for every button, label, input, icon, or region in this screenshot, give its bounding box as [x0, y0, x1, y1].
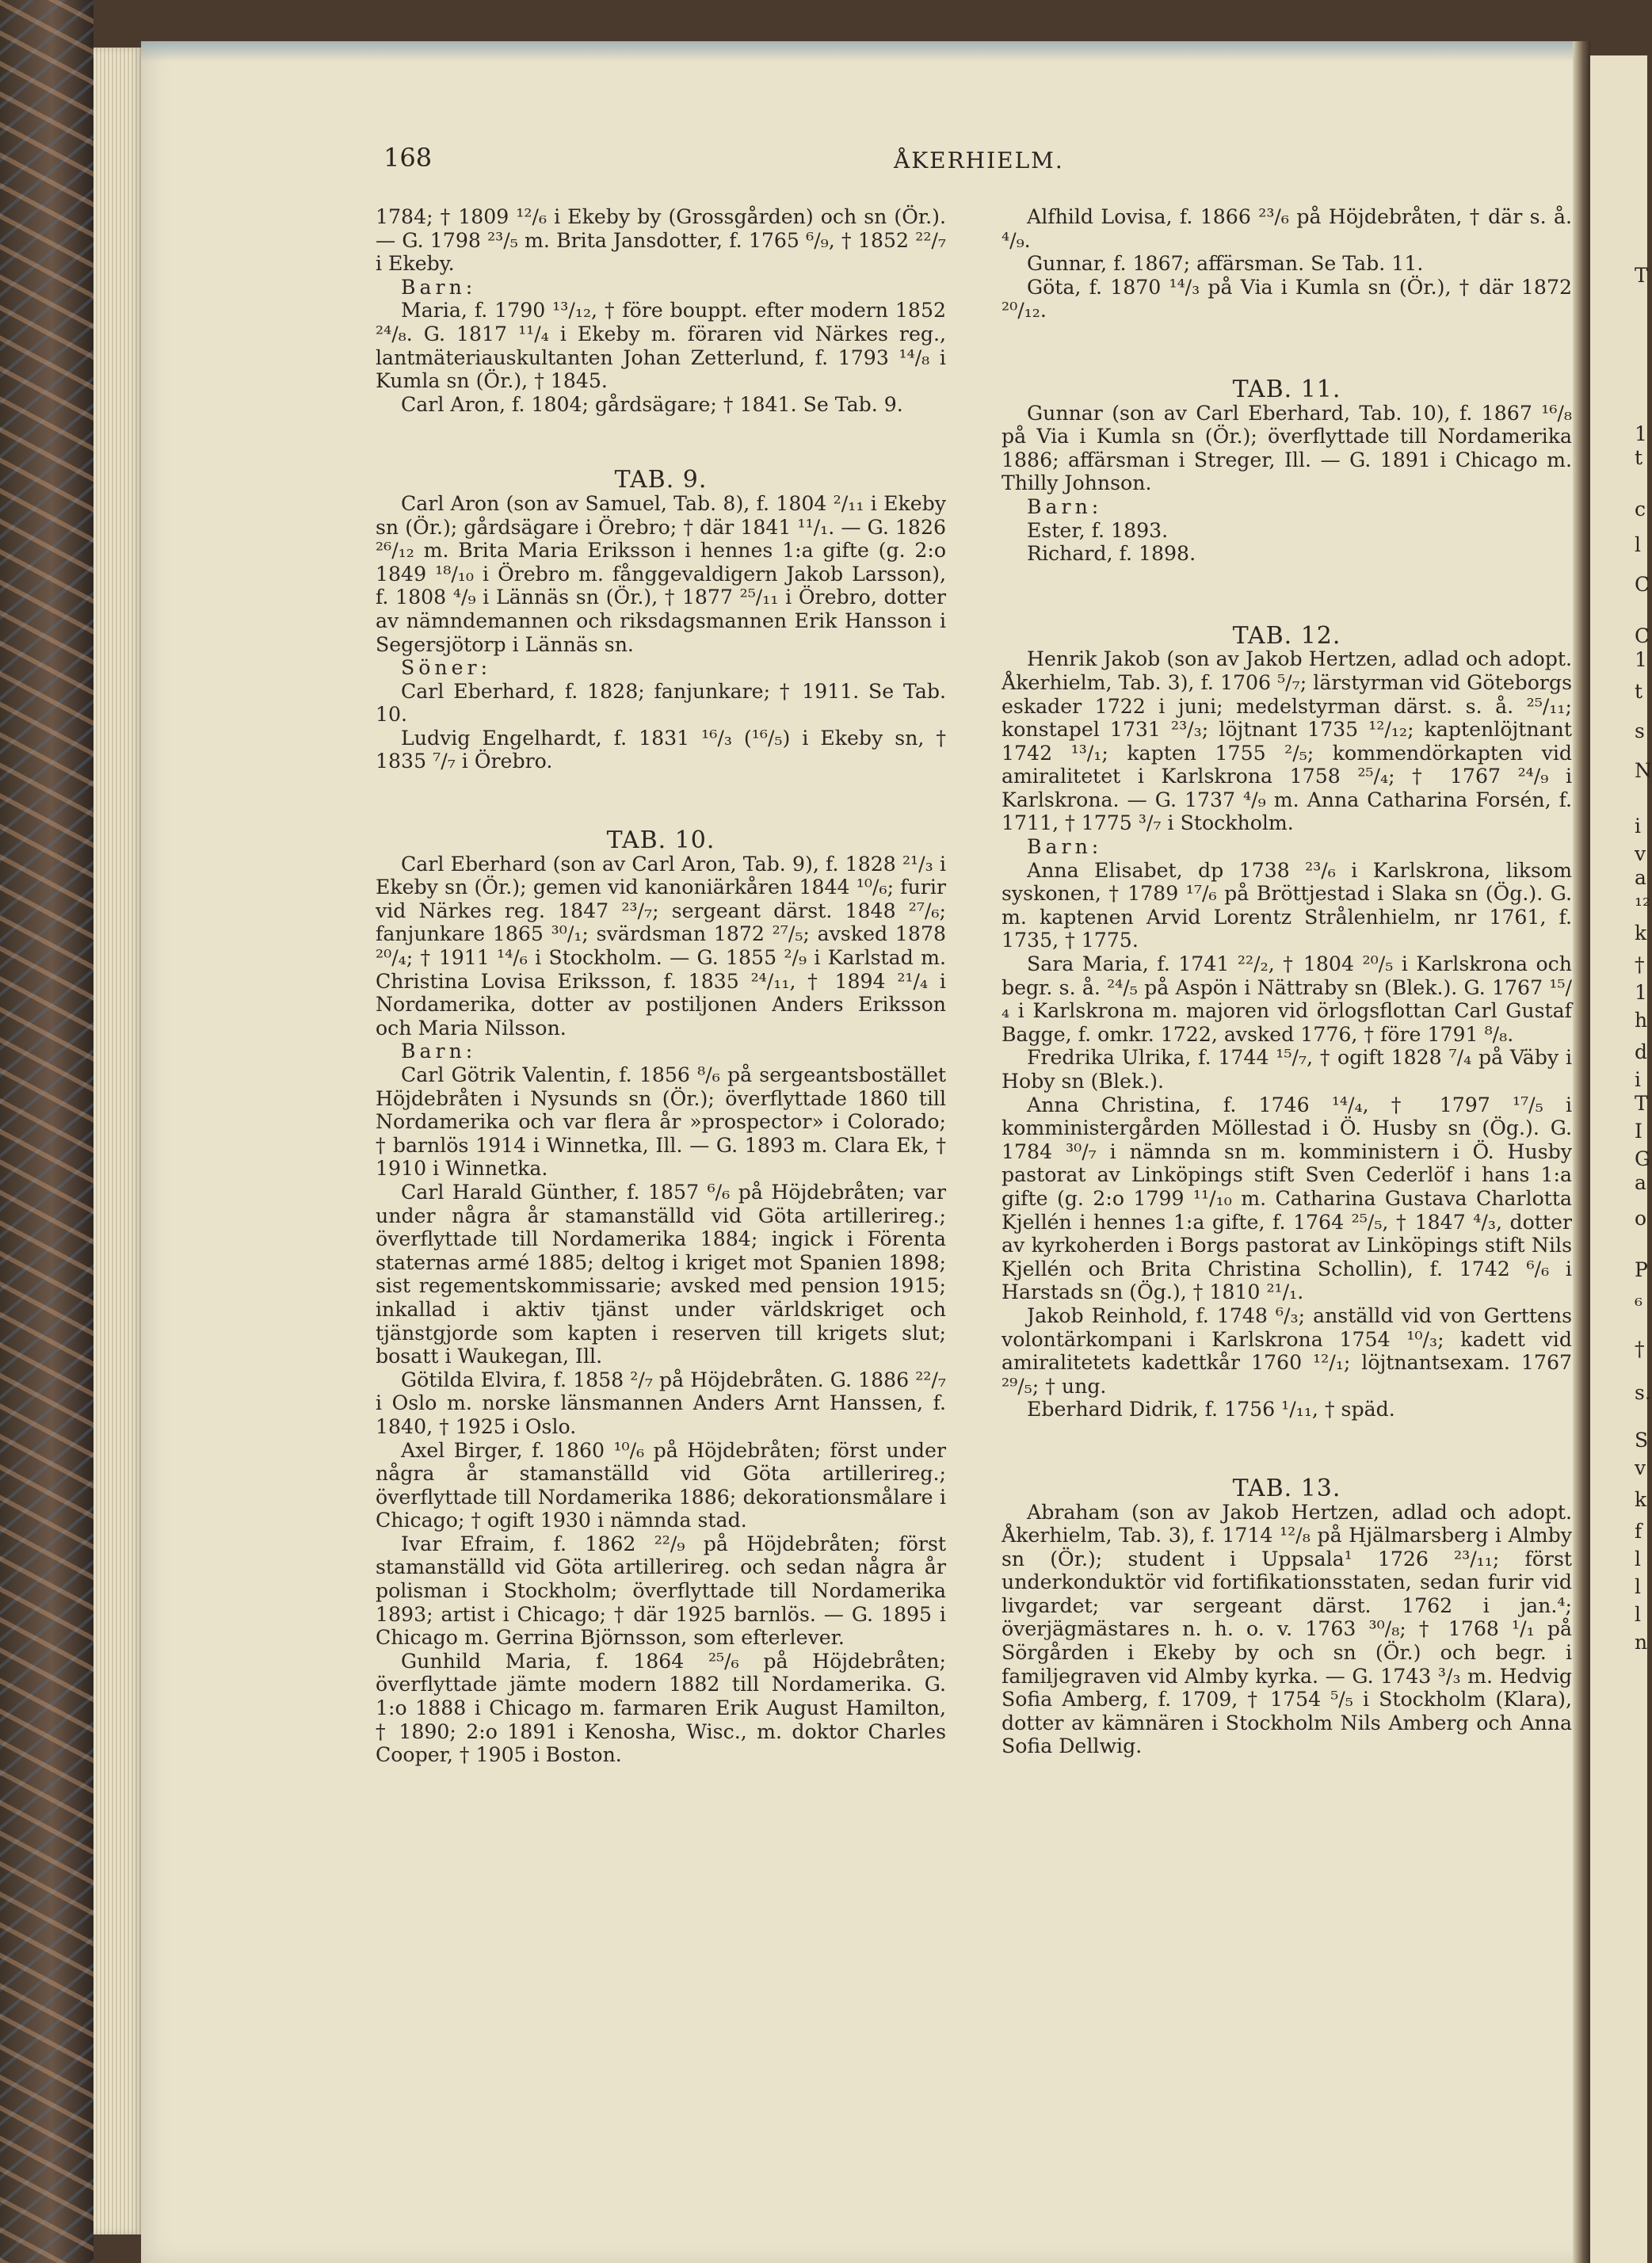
- next-page-margin-char: l: [1635, 1547, 1641, 1570]
- section-label: Barn:: [401, 1040, 477, 1063]
- table-heading-11: TAB. 11.: [1232, 375, 1341, 403]
- paragraph: Carl Eberhard (son av Carl Aron, Tab. 9), f. 1828 ²¹/₃ i Ekeby sn (Ör.); gemen vid kanoniärkåren 1844 ¹⁰/₆; furir vid Närkes reg. 1847 ²³/₇; sergeant därst. 1848 ²⁷/₆; fanjunkare 1865 ³⁰/₁; svärdsman 1872 ²⁷/₅; avsked 1878 ²⁰/₄; † 1911 ¹⁴/₆ i Stockholm. — G. 1855 ²/₉ i Karlstad m. Christina Lovisa Eriksson, f. 1835 ²⁴/₁₁, † 1894 ²¹/₄ i Nordamerika, dotter av postiljonen Anders Eriksson och Maria Nilsson.: [376, 852, 946, 1040]
- page-number: 168: [383, 143, 433, 173]
- child-entry: Maria, f. 1790 ¹³/₁₂, † före bouppt. efter modern 1852 ²⁴/₈. G. 1817 ¹¹/₄ i Ekeby m. föraren vid Närkes reg., lantmäteriauskultanten Johan Zetterlund, f. 1793 ¹⁴/₈ i Kumla sn (Ör.), † 1845.: [376, 299, 946, 393]
- child-entry: Eberhard Didrik, f. 1756 ¹/₁₁, † späd.: [1027, 1398, 1395, 1422]
- section-label: Barn:: [401, 275, 477, 299]
- paragraph: Abraham (son av Jakob Hertzen, adlad och adopt. Åkerhielm, Tab. 3), f. 1714 ¹²/₈ på Hjälmarsberg i Almby sn (Ör.); student i Uppsala¹ 1726 ²³/₁₁; först underkonduktör vid fortifikationsstaten, sedan furir vid livgardet; var sergeant därst. 1762 i jan.⁴; överjägmästares n. h. o. v. 1763 ³⁰/₈; † 1768 ¹/₁ på Sörgården i Ekeby by och sn (Ör.) och begr. i familjegraven vid Almby kyrka. — G. 1743 ³/₃ m. Hedvig Sofia Amberg, f. 1709, † 1754 ⁵/₅ i Stockholm (Klara), dotter av kämnären i Stockholm Nils Amberg och Anna Sofia Dellwig.: [1002, 1500, 1572, 1758]
- marbled-book-edge: [0, 0, 93, 2263]
- next-page-margin-char: ⁶: [1635, 1294, 1643, 1317]
- next-page-margin-char: ¹²: [1635, 894, 1651, 917]
- next-page-margin-char: v: [1635, 842, 1646, 865]
- next-page-margin-char: f: [1635, 1520, 1642, 1543]
- child-entry: Carl Götrik Valentin, f. 1856 ⁸/₆ på sergeantsbostället Höjdebråten i Nysunds sn (Ör.); överflyttade 1860 till Nordamerika och var flera år »prospector» i Colorado; † barnlös 1914 i Winnetka, Ill. — G. 1893 m. Clara Ek, † 1910 i Winnetka.: [376, 1063, 946, 1181]
- next-page-strip: [1590, 55, 1652, 2263]
- paragraph: 1784; † 1809 ¹²/₆ i Ekeby by (Grossgården) och sn (Ör.). — G. 1798 ²³/₅ m. Brita Jansdotter, f. 1765 ⁶/₉, † 1852 ²²/₇ i Ekeby.: [376, 205, 946, 276]
- page-stack-edges: [93, 48, 143, 2234]
- next-page-margin-char: S: [1635, 1429, 1649, 1452]
- paragraph: Henrik Jakob (son av Jakob Hertzen, adlad och adopt. Åkerhielm, Tab. 3), f. 1706 ⁵/₇; lärstyrman vid Göteborgs eskader 1722 i juni; medelstyrman därst. s. å. ²⁵/₁₁; konstapel 1731 ²³/₃; löjtnant 1735 ¹²/₁₂; kaptenlöjtnant 1742 ¹³/₁; kapten 1755 ²/₅; kommendörkapten vid amiralitetet i Karlskrona 1758 ²⁵/₄; † 1767 ²⁴/₉ i Karlskrona. — G. 1737 ⁴/₉ m. Anna Catharina Forsén, f. 1711, † 1775 ³/₇ i Stockholm.: [1002, 647, 1572, 835]
- next-page-margin-char: s.: [1635, 1381, 1651, 1404]
- next-page-margin-char: G: [1635, 1147, 1650, 1170]
- section-label: Barn:: [1027, 835, 1103, 859]
- next-page-margin-char: a: [1635, 1171, 1646, 1194]
- next-page-margin-char: a: [1635, 866, 1646, 889]
- next-page-margin-char: s: [1635, 719, 1645, 742]
- next-page-margin-char: l: [1635, 533, 1641, 556]
- child-entry: Carl Aron, f. 1804; gårdsägare; † 1841. Se Tab. 9.: [401, 392, 903, 416]
- child-entry: Ester, f. 1893.: [1027, 518, 1169, 542]
- child-entry: Carl Harald Günther, f. 1857 ⁶/₆ på Höjdebråten; var under några år stamanställd vid Göta artillerireg.; överflyttade till Nordamerika 1884; ingick i Förenta staternas armé 1885; deltog i kriget mot Spanien 1898; sist regementskommissarie; avsked med pension 1915; inkallad i aktiv tjänst under världskriget och tjänstgjorde som kapten i reserven till krigets slut; bosatt i Waukegan, Ill.: [376, 1180, 946, 1368]
- next-page-margin-char: T: [1635, 264, 1648, 287]
- child-entry: Gunnar, f. 1867; affärsman. Se Tab. 11.: [1027, 252, 1424, 276]
- next-page-margin-char: o: [1635, 1207, 1647, 1230]
- child-entry: Carl Eberhard, f. 1828; fanjunkare; † 1911. Se Tab. 10.: [376, 679, 946, 727]
- next-page-margin-char: †: [1635, 1338, 1645, 1360]
- next-page-margin-char: i: [1635, 1068, 1641, 1091]
- table-heading-13: TAB. 13.: [1232, 1474, 1341, 1502]
- running-title: ÅKERHIELM.: [894, 147, 1064, 174]
- next-page-margin-char: k: [1635, 922, 1647, 945]
- next-page-margin-char: i: [1635, 815, 1641, 838]
- next-page-margin-char: T: [1635, 1092, 1648, 1115]
- next-page-margin-char: d: [1635, 1040, 1648, 1063]
- table-heading-12: TAB. 12.: [1232, 621, 1341, 650]
- left-column: [376, 205, 946, 1767]
- child-entry: Jakob Reinhold, f. 1748 ⁶/₃; anställd vid von Gerttens volontärkompani i Karlskrona 1754 ¹⁰/₃; kadett vid amiralitetets kadettkår 1760 ¹²/₁; löjtnantsexam. 1767 ²⁹/₅; † ung.: [1002, 1303, 1572, 1398]
- next-page-margin-char: C: [1635, 573, 1650, 596]
- child-entry: Anna Christina, f. 1746 ¹⁴/₄, † 1797 ¹⁷/₅ i komministergården Möllestad i Ö. Husby sn (Ög.). G. 1784 ³⁰/₇ i nämnda sn m. komministern i Ö. Husby pastorat av Linköpings stift Sven Cederlöf i hans 1:a gifte (g. 2:o 1799 ¹¹/₁₀ m. Catharina Gustava Charlotta Kjellén i hennes 1:a gifte, f. 1764 ²⁵/₅, † 1847 ⁴/₃, dotter av kyrkoherden i Borgs pastorat av Linköpings stift Nils Kjellén och Brita Christina Schollin), f. 1742 ⁶/₆ i Harstads sn (Ög.), † 1810 ²¹/₁.: [1002, 1093, 1572, 1304]
- child-entry: Anna Elisabet, dp 1738 ²³/₆ i Karlskrona, liksom syskonen, † 1789 ¹⁷/₆ på Bröttjestad i Slaka sn (Ög.). G. m. kaptenen Arvid Lorentz Strålenhielm, nr 1761, f. 1735, † 1775.: [1002, 858, 1572, 952]
- next-page-margin-char: C: [1635, 624, 1650, 647]
- child-entry: Axel Birger, f. 1860 ¹⁰/₆ på Höjdebråten; först under några år stamanställd vid Göta artillerireg.; överflyttade till Nordamerika 1886; dekorationsmålare i Chicago; † ogift 1930 i nämnda stad.: [376, 1438, 946, 1532]
- child-entry: Götilda Elvira, f. 1858 ²/₇ på Höjdebråten. G. 1886 ²²/₇ i Oslo m. norske länsmannen Anders Arnt Hanssen, f. 1840, † 1925 i Oslo.: [376, 1368, 946, 1438]
- paragraph: Carl Aron (son av Samuel, Tab. 8), f. 1804 ²/₁₁ i Ekeby sn (Ör.); gårdsägare i Örebro; † där 1841 ¹¹/₁. — G. 1826 ²⁶/₁₂ m. Brita Maria Eriksson i hennes 1:a gifte (g. 2:o 1849 ¹⁸/₁₀ i Örebro m. fånggevaldigern Jakob Larsson), f. 1808 ⁴/₉ i Lännäs sn (Ör.), † 1877 ²⁵/₁₁ i Örebro, dotter av nämndemannen och riksdagsmannen Erik Hansson i Segersjötorp i Lännäs sn.: [376, 491, 946, 656]
- book-gutter: [1573, 41, 1590, 2263]
- child-entry: Alfhild Lovisa, f. 1866 ²³/₆ på Höjdebråten, † där s. å. ⁴/₉.: [1002, 205, 1572, 252]
- next-page-margin-char: l: [1635, 1603, 1641, 1626]
- child-entry: Ivar Efraim, f. 1862 ²²/₉ på Höjdebråten; först stamanställd vid Göta artillerireg. och sedan några år polisman i Stockholm; överflyttade till Nordamerika 1893; artist i Chicago; † där 1925 barnlös. — G. 1895 i Chicago m. Gerrina Björnsson, som efterlever.: [376, 1532, 946, 1650]
- right-column: [1002, 205, 1572, 1758]
- child-entry: Göta, f. 1870 ¹⁴/₃ på Via i Kumla sn (Ör.), † där 1872 ²⁰/₁₂.: [1002, 275, 1572, 322]
- table-heading-10: TAB. 10.: [606, 826, 715, 855]
- next-page-margin-char: 1: [1635, 422, 1647, 445]
- next-page-margin-char: t: [1635, 446, 1643, 469]
- next-page-margin-char: n: [1635, 1631, 1648, 1654]
- next-page-margin-char: 1: [1635, 981, 1647, 1004]
- child-entry: Gunhild Maria, f. 1864 ²⁵/₆ på Höjdebråten; överflyttade jämte modern 1882 till Nordamerika. G. 1:o 1888 i Chicago m. farmaren Erik August Hamilton, † 1890; 2:o 1891 i Kenosha, Wisc., m. doktor Charles Cooper, † 1905 i Boston.: [376, 1649, 946, 1767]
- section-label: Söner:: [401, 656, 492, 680]
- next-page-margin-char: c: [1635, 498, 1646, 521]
- table-heading-9: TAB. 9.: [614, 466, 708, 494]
- next-page-margin-char: P: [1635, 1258, 1648, 1281]
- next-page-margin-char: t: [1635, 680, 1643, 703]
- next-page-margin-char: l: [1635, 1575, 1641, 1598]
- section-label: Barn:: [1027, 494, 1103, 518]
- child-entry: Sara Maria, f. 1741 ²²/₂, † 1804 ²⁰/₅ i Karlskrona och begr. s. å. ²⁴/₅ på Aspön i Nättraby sn (Blek.). G. 1767 ¹⁵/₄ i Karlskrona m. majoren vid örlogsflottan Carl Gustaf Bagge, f. omkr. 1722, avsked 1776, † före 1791 ⁸/₈.: [1002, 952, 1572, 1046]
- child-entry: Richard, f. 1898.: [1027, 542, 1196, 566]
- next-page-margin-char: 1: [1635, 648, 1647, 671]
- next-page-margin-char: N: [1635, 759, 1652, 782]
- next-page-margin-char: v: [1635, 1456, 1646, 1479]
- page-top-shadow: [141, 41, 1585, 62]
- next-page-margin-char: †: [1635, 953, 1645, 976]
- next-page-margin-char: h: [1635, 1009, 1648, 1032]
- next-page-margin-char: k: [1635, 1488, 1647, 1511]
- child-entry: Ludvig Engelhardt, f. 1831 ¹⁶/₃ (¹⁶/₅) i Ekeby sn, † 1835 ⁷/₇ i Örebro.: [376, 726, 946, 773]
- next-page-margin-char: I: [1635, 1120, 1642, 1143]
- paragraph: Gunnar (son av Carl Eberhard, Tab. 10), f. 1867 ¹⁶/₈ på Via i Kumla sn (Ör.); överflyttade till Nordamerika 1886; affärsman i Streger, Ill. — G. 1891 i Chicago m. Thilly Johnson.: [1002, 401, 1572, 495]
- child-entry: Fredrika Ulrika, f. 1744 ¹⁵/₇, † ogift 1828 ⁷/₄ på Väby i Hoby sn (Blek.).: [1002, 1046, 1572, 1093]
